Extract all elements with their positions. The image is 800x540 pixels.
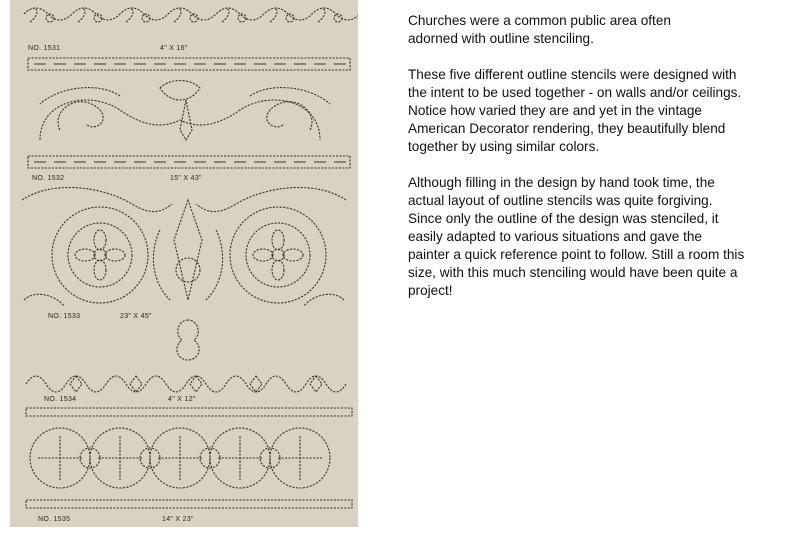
- stencil-1531-pattern: [24, 8, 358, 22]
- stencil-1533-number: NO. 1533: [48, 313, 81, 320]
- stencil-1533-pattern: [22, 188, 346, 360]
- stencil-1535-number: NO. 1535: [38, 516, 71, 523]
- paragraph-technique: Although filling in the design by hand took time, the actual layout of outline stencils was quite forgiving. Since only the outline of the design was stenciled, it easily adapted to various situations and gave the painter a quick reference point to follow. Still a room this size, with this much stenciling would have been quite a project!: [408, 175, 745, 298]
- stencil-1531-number: NO. 1531: [28, 45, 61, 52]
- stencil-1532-number: NO. 1532: [32, 175, 65, 182]
- paragraph-design: These five different outline stencils were designed with the intent to be used together - on walls and/or ceilings. Notice how varied they are and yet in the vintage American Decorator rendering, they beautifully blend together by using similar colors.: [408, 67, 742, 154]
- stencil-1534-number: NO. 1534: [44, 396, 77, 403]
- stencil-1533-size: 23" X 45": [120, 313, 152, 320]
- paragraph-intro: Churches were a common public area often adorned with outline stenciling.: [408, 13, 671, 46]
- stencil-1534-pattern: [26, 376, 346, 392]
- description-text: [408, 12, 793, 318]
- stencil-1535-pattern: [26, 408, 352, 508]
- stencil-1532-pattern: [28, 58, 350, 168]
- stencil-plate-image: [10, 0, 358, 527]
- stencil-1534-size: 4" X 12": [168, 396, 196, 403]
- stencil-1535-size: 14" X 23": [162, 516, 194, 523]
- stencil-1532-size: 15" X 43": [170, 175, 202, 182]
- stencil-plate-drawing: [10, 0, 358, 527]
- stencil-1531-size: 4" X 16": [160, 45, 188, 52]
